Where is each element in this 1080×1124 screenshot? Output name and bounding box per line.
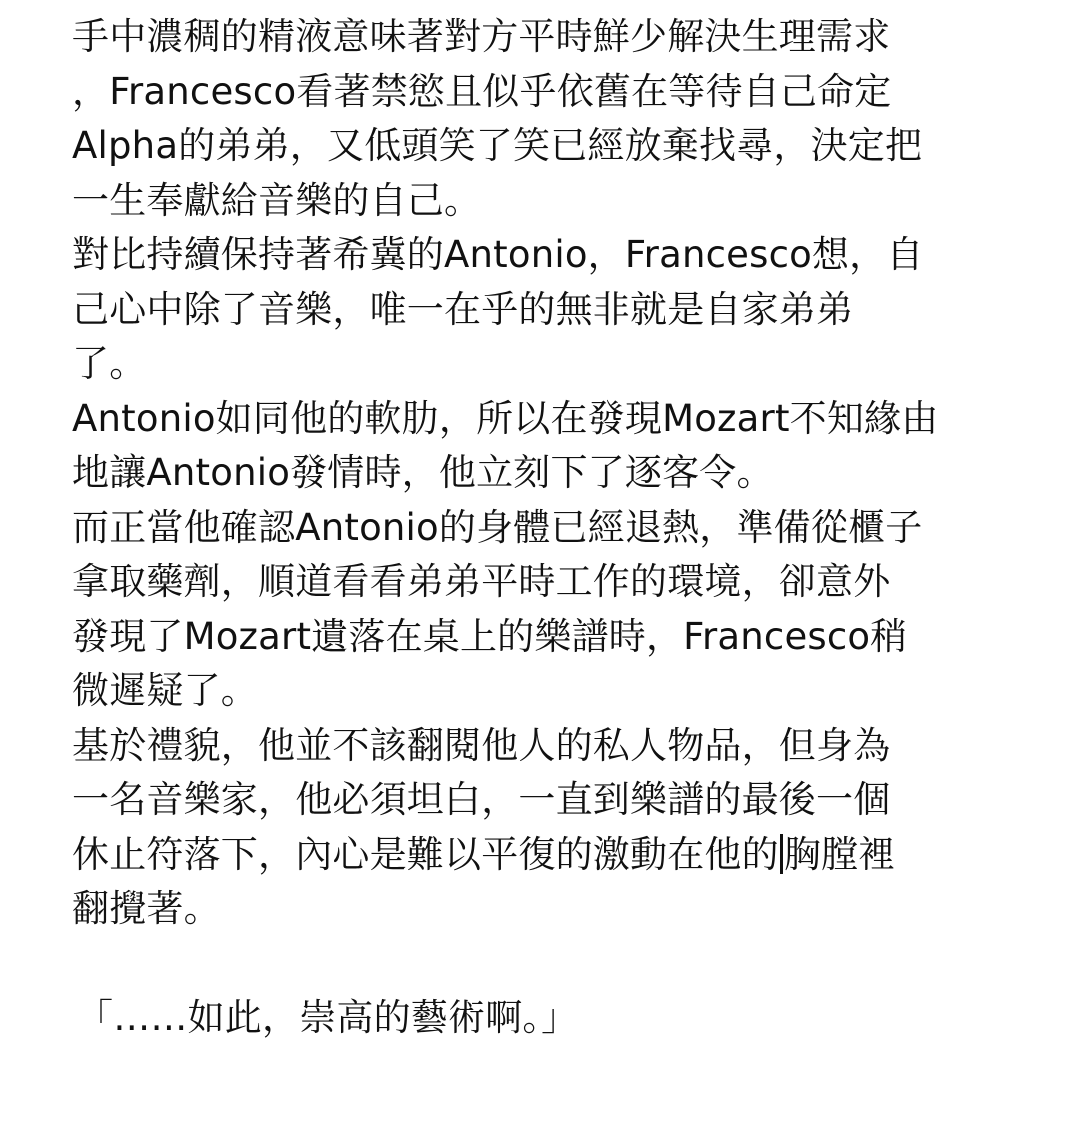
text-line-10: 而正當他確認Antonio的身體已經退熱，準備從櫃子 <box>72 505 923 549</box>
text-line-8: Antonio如同他的軟肋，所以在發現Mozart不知緣由 <box>72 396 939 440</box>
text-line-15: 一名音樂家，他必須坦白，一直到樂譜的最後一個 <box>72 778 891 821</box>
text-line-7: 了。 <box>72 342 147 385</box>
text-line-1: 手中濃稠的精液意味著對方平時鮮少解決生理需求 <box>72 15 891 58</box>
text-line-11: 拿取藥劑，順道看看弟弟平時工作的環境，卻意外 <box>72 560 891 603</box>
text-cursor <box>780 834 783 874</box>
text-line-14: 基於禮貌，他並不該翻閱他人的私人物品，但身為 <box>72 723 891 767</box>
text-line-16-with-cursor[interactable] <box>72 828 1080 883</box>
text-line-2: ，Francesco看著禁慾且似乎依舊在等待自己命定 <box>72 69 892 113</box>
text-line-13: 微遲疑了。 <box>72 669 258 712</box>
text-before-cursor: 休止符落下，內心是難以平復的激動在他的 <box>72 832 779 876</box>
text-line-17: 翻攪著。 <box>72 887 221 930</box>
text-line-4: 一生奉獻給音樂的自己。 <box>72 178 482 222</box>
document-body[interactable] <box>0 10 1080 1046</box>
quote-line: 「……如此，崇高的藝術啊。」 <box>76 996 579 1039</box>
text-after-cursor: 胸膛裡 <box>783 832 896 876</box>
text-line-9: 地讓Antonio發情時，他立刻下了逐客令。 <box>72 451 774 494</box>
text-line-5: 對比持續保持著希冀的Antonio，Francesco想，自 <box>72 233 924 276</box>
text-line-6: 己心中除了音樂，唯一在乎的無非就是自家弟弟 <box>72 287 854 331</box>
text-line-12: 發現了Mozart遺落在桌上的樂譜時，Francesco稍 <box>72 614 908 658</box>
text-line-3: Alpha的弟弟，又低頭笑了笑已經放棄找尋，決定把 <box>72 124 923 167</box>
blank-line <box>0 937 1080 992</box>
